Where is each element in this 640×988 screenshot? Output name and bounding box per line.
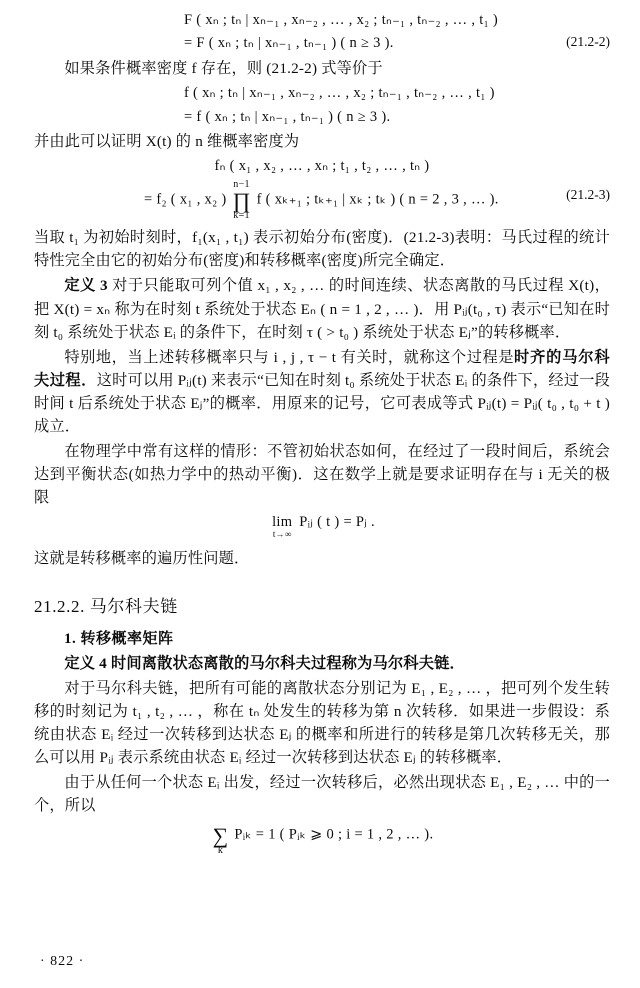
equation-text: Pᵢⱼ ( t ) = Pⱼ .: [299, 514, 375, 531]
equation-21-2-2-line2: [34, 32, 610, 54]
definition-3-label: 定义 3: [64, 277, 108, 295]
equation-text: = F ( xₙ ; tₙ | xₙ₋₁ , tₙ₋₁ ) ( n ≥ 3 ).: [184, 35, 394, 52]
paragraph-equilibrium: 在物理学中常有这样的情形：不管初始状态如何，在经过了一段时间后，系统会达到平衡状态(如热力学中的热动平衡)．这在数学上就是要求证明存在与 i 无关的极限: [34, 443, 610, 507]
paragraph-markov-chain-setup: 对于马尔科夫链，把所有可能的离散状态分别记为 E₁ , E₂ , … ，把可列个发生转移的时刻记为 t₁ , t₂ , … ，称在 tₙ 处发生的转移为第 n 次转移．如果进一步假设：系统由状态 Eᵢ 经过一次转移到达状态 Eⱼ 的概率和所进行的转移是第几次转移无关，那么可以用 Pᵢⱼ 表示系统由状态 Eᵢ 经过一次转移到达状态 Eⱼ 的转移概率．: [34, 680, 610, 767]
definition-3-text: 对于只能取可列个值 x₁ , x₂ , … 的时间连续、状态离散的马氏过程 X(t)，把 X(t) = xₙ 称为在时刻 t 系统处于状态 Eₙ ( n = 1 , 2 , … )．用 Pᵢⱼ(t₀ , τ) 表示“已知在时刻 t₀ 系统处于状态 Eᵢ 的条件下，在时刻 τ ( > t₀ ) 系统处于状态 Eⱼ”的转移概率．: [34, 277, 611, 341]
limit-label: lim: [272, 514, 293, 531]
summation-index: k: [217, 845, 224, 857]
product-operator-icon: ∏ n−1 k=1: [230, 185, 252, 219]
limit-operator-icon: [269, 511, 295, 539]
paragraph-homogeneous-markov: [34, 346, 610, 438]
equation-tail: f ( xₖ₊₁ ; tₖ₊₁ | xₖ ; tₖ ) ( n = 2 , 3 , … ).: [256, 191, 499, 208]
equation-text: F ( xₙ ; tₙ | xₙ₋₁ , xₙ₋₂ , … , x₂ ; tₙ₋₁ , tₙ₋₂ , … , t₁ ): [184, 12, 498, 28]
paragraph-initial-distribution: 当取 t₁ 为初始时刻时，f₁(x₁ , t₁) 表示初始分布(密度)．(21.2-3)表明：马氏过程的统计特性完全由它的初始分布(密度)和转移概率(密度)所完全确定．: [34, 229, 610, 270]
summation-operator-icon: [211, 820, 231, 857]
paragraph-conditional-density: 如果条件概率密度 f 存在，则 (21.2-2) 式等价于: [64, 59, 383, 77]
paragraph-ergodicity: 这就是转移概率的遍历性问题．: [34, 549, 250, 567]
product-lower-limit: k=1: [233, 210, 250, 222]
equation-text: Pᵢₖ = 1 ( Pᵢₖ ⩾ 0 ; i = 1 , 2 , … ).: [234, 826, 434, 843]
equation-density-line1: [34, 82, 610, 104]
equation-21-2-3: [34, 179, 610, 222]
product-upper-limit: n−1: [233, 179, 250, 191]
definition-4-text: 时间离散状态离散的马尔科夫过程称为马尔科夫链．: [110, 654, 465, 672]
section-heading-21-2-2: 21.2.2. 马尔科夫链: [34, 596, 178, 616]
equation-density-line2: [34, 106, 610, 128]
equation-text: f ( xₙ ; tₙ | xₙ₋₁ , xₙ₋₂ , … , x₂ ; tₙ₋₁ , tₙ₋₂ , … , t₁ ): [184, 85, 495, 102]
equation-number-21-2-3: (21.2-3): [566, 186, 610, 202]
subheading-transition-matrix: 1. 转移概率矩阵: [64, 630, 174, 647]
page-number: · 822 ·: [40, 954, 85, 969]
equation-text: = f ( xₙ ; tₙ | xₙ₋₁ , tₙ₋₁ ) ( n ≥ 3 ).: [184, 108, 391, 125]
equation-row-sum: [34, 820, 610, 857]
equation-lead: = f₂ ( x₁ , x₂ ): [144, 191, 227, 208]
equation-fn-definition: [34, 155, 610, 177]
paragraph-sum-intro: 由于从任何一个状态 Eᵢ 出发，经过一次转移后，必然出现状态 E₁ , E₂ , … 中的一个，所以: [34, 774, 610, 815]
limit-subscript: t→∞: [272, 528, 292, 539]
equation-21-2-2-line1: [34, 9, 610, 31]
definition-3: [34, 274, 610, 343]
page-content: [34, 8, 610, 938]
equation-limit: [34, 511, 610, 539]
paragraph-n-dim-density: 并由此可以证明 X(t) 的 n 维概率密度为: [34, 132, 300, 150]
equation-number-21-2-2: (21.2-2): [566, 34, 610, 50]
paragraph-part-a: 特别地，当上述转移概率只与 i , j , τ − t 有关时，就称这个过程是: [64, 348, 514, 366]
paragraph-part-c: 这时可以用 Pᵢⱼ(t) 来表示“已知在时刻 t₀ 系统处于状态 Eᵢ 的条件下，经过一段时间 t 后系统处于状态 Eⱼ”的概率．用原来的记号，它可表成等式 Pᵢⱼ(t) = Pᵢⱼ( t₀ , t₀ + t ) 成立．: [34, 371, 611, 435]
term-homogeneous-markov-process: 时齐的马尔科夫过程．: [34, 348, 610, 389]
equation-text: fₙ ( x₁ , x₂ , … , xₙ ; t₁ , t₂ , … , tₙ ): [214, 158, 430, 175]
sigma-glyph: ∑: [212, 823, 229, 848]
definition-4: [34, 652, 610, 675]
definition-4-label: 定义 4: [64, 654, 107, 672]
